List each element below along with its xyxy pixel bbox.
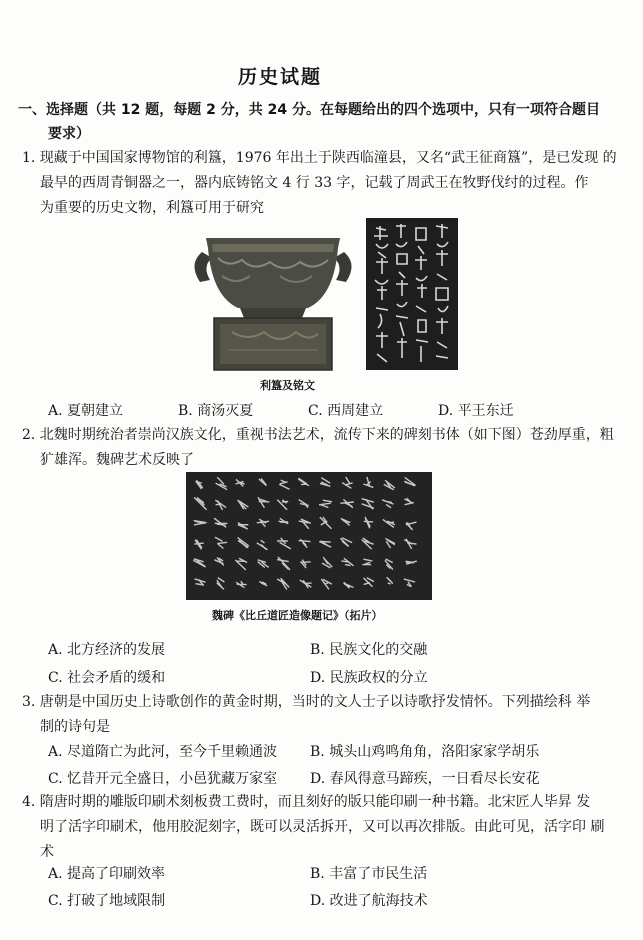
question-4-line1: 4. 隋唐时期的雕版印刷术刻板费工费时，而且刻好的版只能印刷一种书籍。北宋匠人毕昇 发 <box>22 794 591 810</box>
q1-option-d[interactable]: D. 平王东迁 <box>438 403 514 419</box>
question-3-line1: 3. 唐朝是中国历史上诗歌创作的黄金时期，当时的文人士子以诗歌抒发情怀。下列描绘科 举 <box>22 694 591 710</box>
question-2 <box>22 423 622 473</box>
stele-stroke <box>406 562 414 563</box>
stele-stroke <box>299 541 311 542</box>
question-1-line3: 为重要的历史文物，利簋可用于研究 <box>40 200 264 216</box>
question-3-line2: 制的诗句是 <box>40 719 110 735</box>
stele-stroke <box>388 583 391 584</box>
q4-option-c[interactable]: C. 打破了地域限制 <box>48 893 166 909</box>
q1-option-a[interactable]: A. 夏朝建立 <box>48 403 124 419</box>
q3-option-c[interactable]: C. 忆昔开元全盛日，小邑犹藏万家室 <box>48 771 278 787</box>
q4-option-d[interactable]: D. 改进了航海技术 <box>310 893 428 909</box>
question-4-line3: 术 <box>40 844 54 860</box>
question-2-options <box>48 638 608 691</box>
q4-option-b[interactable]: B. 丰富了市民生活 <box>310 866 428 882</box>
stele-stroke <box>194 543 203 544</box>
page-title: 历史试题 <box>237 66 322 88</box>
q4-option-a[interactable]: A. 提高了印刷效率 <box>48 866 166 882</box>
stele-stroke <box>281 522 288 523</box>
q1-option-b[interactable]: B. 商汤灭夏 <box>178 403 254 419</box>
inscription-rubbing-image <box>366 218 458 370</box>
q2-option-c[interactable]: C. 社会矛盾的缓和 <box>48 670 166 686</box>
wei-stele-rubbing-image <box>186 472 432 600</box>
question-1-line2: 最早的西周青铜器之一，器内底铸铭文 4 行 33 字，记载了周武王在牧野伐纣的过程。作 <box>40 175 589 191</box>
question-1 <box>22 146 622 221</box>
section-heading-line1: 一、选择题（共 12 题，每题 2 分，共 24 分。在每题给出的四个选项中，只有一项符合题目 <box>18 102 600 118</box>
question-3 <box>22 690 622 740</box>
q2-option-a[interactable]: A. 北方经济的发展 <box>48 642 166 658</box>
q2-option-b[interactable]: B. 民族文化的交融 <box>310 642 428 658</box>
q3-option-a[interactable]: A. 尽道隋亡为此河，至今千里赖通波 <box>48 744 278 760</box>
stele-stroke <box>387 502 392 503</box>
stele-stroke <box>301 562 311 563</box>
section-heading-line2: 要求） <box>48 126 90 142</box>
section-heading <box>18 98 618 146</box>
figure-1-caption: 利簋及铭文 <box>260 379 315 392</box>
li-gui-vessel-image <box>188 224 358 372</box>
question-4-options <box>48 862 608 914</box>
question-2-line2: 犷雄浑。魏碑艺术反映了 <box>40 452 194 468</box>
stele-stroke <box>345 565 350 566</box>
question-3-options <box>48 740 608 792</box>
stele-stroke <box>259 501 270 502</box>
q3-option-b[interactable]: B. 城头山鸡鸣角角，洛阳家家学胡乐 <box>310 744 540 760</box>
q3-option-d[interactable]: D. 春风得意马蹄疾，一日看尽长安花 <box>310 771 540 787</box>
question-4-line2: 明了活字印刷术，他用胶泥刻字，既可以灵活拆开，又可以再次排版。由此可见，活字印 刷 <box>40 819 605 835</box>
stele-stroke <box>364 521 373 522</box>
question-1-options <box>48 400 608 422</box>
question-1-line1: 1. 现藏于中国国家博物馆的利簋，1976 年出土于陕西临潼县，又名“武王征商簋”，是已发现 的 <box>22 150 617 166</box>
question-2-line1: 2. 北魏时期统治者崇尚汉族文化，重视书法艺术，流传下来的碑刻书体（如下图）苍劲厚重，粗 <box>22 427 614 443</box>
question-4 <box>22 790 622 865</box>
figure-2-caption: 魏碑《比丘道匠造像题记》（拓片） <box>212 609 383 622</box>
q1-option-c[interactable]: C. 西周建立 <box>308 403 384 419</box>
q2-option-d[interactable]: D. 民族政权的分立 <box>310 670 428 686</box>
